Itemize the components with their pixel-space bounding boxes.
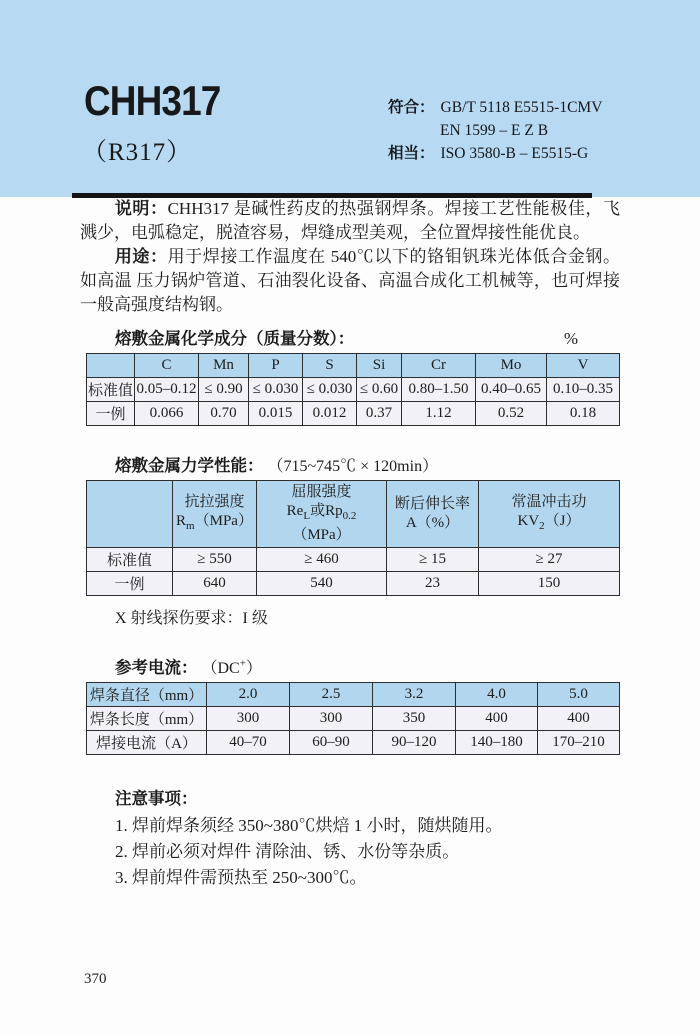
page-body — [0, 197, 700, 891]
mechanical-example-row — [87, 572, 620, 596]
usage-paragraph — [80, 245, 620, 317]
value-cell: 400 — [538, 707, 620, 731]
value-cell: 4.0 — [456, 683, 538, 707]
note-item-3: 3. 焊前焊件需预热至 250~300℃。 — [115, 868, 367, 887]
value-cell: 60–90 — [290, 731, 373, 755]
header-line1: 屈服强度 — [291, 484, 352, 500]
chemical-unit: % — [563, 329, 578, 348]
description-label: 说明： — [114, 199, 168, 218]
header-cell: S — [303, 354, 357, 378]
notes-section — [115, 785, 620, 891]
header-line1: 抗拉强度 — [184, 493, 245, 510]
chemical-header-row — [87, 354, 620, 378]
value-cell: 540 — [257, 572, 387, 596]
header-line1: 断后伸长率 — [394, 496, 470, 512]
row-label: 标准值 — [87, 548, 173, 572]
current-title-row — [115, 654, 620, 678]
conform-label: 符合： — [388, 99, 435, 116]
mechanical-properties-section — [80, 452, 620, 628]
value-cell: ≤ 0.030 — [249, 378, 303, 402]
value-cell: 5.0 — [538, 683, 620, 707]
note-item-1: 1. 焊前焊条须经 350~380℃烘焙 1 小时，随烘随用。 — [115, 816, 503, 835]
header-cell: Mn — [199, 354, 249, 378]
notes-title: 注意事项： — [115, 790, 198, 808]
value-cell: 40–70 — [207, 731, 290, 755]
header-line1: 常温冲击功 — [511, 493, 587, 510]
value-cell: 640 — [173, 572, 257, 596]
equivalent-label: 相当： — [388, 145, 435, 162]
value-cell: ≤ 0.90 — [199, 378, 249, 402]
header-line2: $Re_L$或$Rp_{0.2}(MPa)$ — [286, 503, 357, 543]
value-cell: 0.80–1.50 — [402, 378, 476, 402]
header-cell-elongation — [387, 481, 479, 548]
header-cell: Si — [357, 354, 402, 378]
row-label: 一例 — [87, 402, 135, 426]
header-cell-yield — [257, 481, 387, 548]
value-cell: 400 — [456, 707, 538, 731]
header-cell: Mo — [476, 354, 547, 378]
conform-standard-1: GB/T 5118 E5515-1CMV — [440, 99, 603, 116]
header-cell-tensile — [173, 481, 257, 548]
value-cell: 170–210 — [538, 731, 620, 755]
product-model-alias: （R317） — [82, 139, 193, 166]
value-cell: 2.0 — [207, 683, 290, 707]
value-cell: ≤ 0.030 — [303, 378, 357, 402]
value-cell: ≤ 0.60 — [357, 378, 402, 402]
chemical-example-row — [87, 402, 620, 426]
chemical-standard-row — [87, 378, 620, 402]
row-label: 标准值 — [87, 378, 135, 402]
product-model-title: CHH317 — [84, 77, 221, 124]
value-cell: 300 — [207, 707, 290, 731]
value-cell: 3.2 — [373, 683, 456, 707]
header-line2: A（%） — [405, 515, 460, 531]
value-cell: ≥ 15 — [387, 548, 479, 572]
value-cell: 2.5 — [290, 683, 373, 707]
value-cell: 23 — [387, 572, 479, 596]
reference-current-table — [86, 682, 620, 755]
value-cell: 0.015 — [249, 402, 303, 426]
value-cell: ≥ 27 — [479, 548, 620, 572]
value-cell: 0.18 — [547, 402, 620, 426]
value-cell: 0.37 — [357, 402, 402, 426]
header-cell: C — [135, 354, 199, 378]
diameter-row — [87, 683, 620, 707]
description-paragraph — [80, 197, 620, 245]
usage-text: 用于焊接工作温度在 540℃以下的铬钼钒珠光体低合金钢。如高温 压力锅炉管道、石油裂化设备、高温合成化工机械等，也可焊接一般高强度结构钢。 — [80, 247, 621, 314]
row-label: 焊条长度（mm） — [87, 707, 207, 731]
mechanical-standard-row — [87, 548, 620, 572]
standards-block — [388, 96, 602, 165]
mechanical-properties-table — [86, 480, 620, 596]
value-cell: 90–120 — [373, 731, 456, 755]
conform-line-2 — [388, 119, 602, 142]
header-cell: Cr — [402, 354, 476, 378]
current-section-title: 参考电流： — [115, 659, 198, 677]
chemical-composition-section — [80, 325, 620, 426]
value-cell: 0.52 — [476, 402, 547, 426]
page-header — [0, 0, 700, 197]
value-cell: 0.40–0.65 — [476, 378, 547, 402]
usage-label: 用途： — [114, 247, 168, 266]
row-label: 焊条直径（mm） — [87, 683, 207, 707]
mechanical-title-row — [115, 452, 620, 476]
header-line2: $R_m(MPa)$ — [176, 512, 253, 532]
value-cell: 0.70 — [199, 402, 249, 426]
header-cell: P — [249, 354, 303, 378]
xray-requirement-note: X 射线探伤要求：I 级 — [115, 610, 268, 627]
equivalent-line — [388, 142, 602, 165]
current-row — [87, 731, 620, 755]
value-cell: 0.066 — [135, 402, 199, 426]
value-cell: 300 — [290, 707, 373, 731]
mechanical-header-row — [87, 481, 620, 548]
conform-line-1 — [388, 96, 602, 119]
chemical-title-row — [115, 325, 620, 349]
value-cell: ≥ 550 — [173, 548, 257, 572]
note-item-2: 2. 焊前必须对焊件 清除油、锈、水份等杂质。 — [115, 842, 460, 861]
current-condition: （DC+） — [201, 657, 262, 677]
row-label: 一例 — [87, 572, 173, 596]
value-cell: 150 — [479, 572, 620, 596]
mechanical-section-title: 熔敷金属力学性能： — [115, 457, 264, 475]
mechanical-condition: （715~745℃ × 120min） — [267, 458, 439, 475]
value-cell: ≥ 460 — [257, 548, 387, 572]
value-cell: 0.012 — [303, 402, 357, 426]
header-line2: $KV_2(J)$ — [517, 512, 581, 532]
value-cell: 0.05–0.12 — [135, 378, 199, 402]
chemical-composition-table — [86, 353, 620, 426]
description-text: CHH317 是碱性药皮的热强钢焊条。焊接工艺性能极佳，飞溅少，电弧稳定，脱渣容易，焊缝成型美观，全位置焊接性能优良。 — [80, 199, 620, 242]
chemical-section-title: 熔敷金属化学成分（质量分数）： — [115, 330, 355, 348]
length-row — [87, 707, 620, 731]
header-divider-bar — [72, 193, 592, 198]
value-cell: 350 — [373, 707, 456, 731]
value-cell: 140–180 — [456, 731, 538, 755]
value-cell: 1.12 — [402, 402, 476, 426]
conform-standard-2: EN 1599 – E Z B — [440, 122, 549, 139]
value-cell: 0.10–0.35 — [547, 378, 620, 402]
header-cell-impact — [479, 481, 620, 548]
equivalent-standard: ISO 3580-B – E5515-G — [440, 145, 589, 162]
row-label: 焊接电流（A） — [87, 731, 207, 755]
page-number: 370 — [84, 971, 107, 987]
header-cell — [87, 354, 135, 378]
header-cell: V — [547, 354, 620, 378]
reference-current-section — [80, 654, 620, 755]
header-cell — [87, 481, 173, 548]
